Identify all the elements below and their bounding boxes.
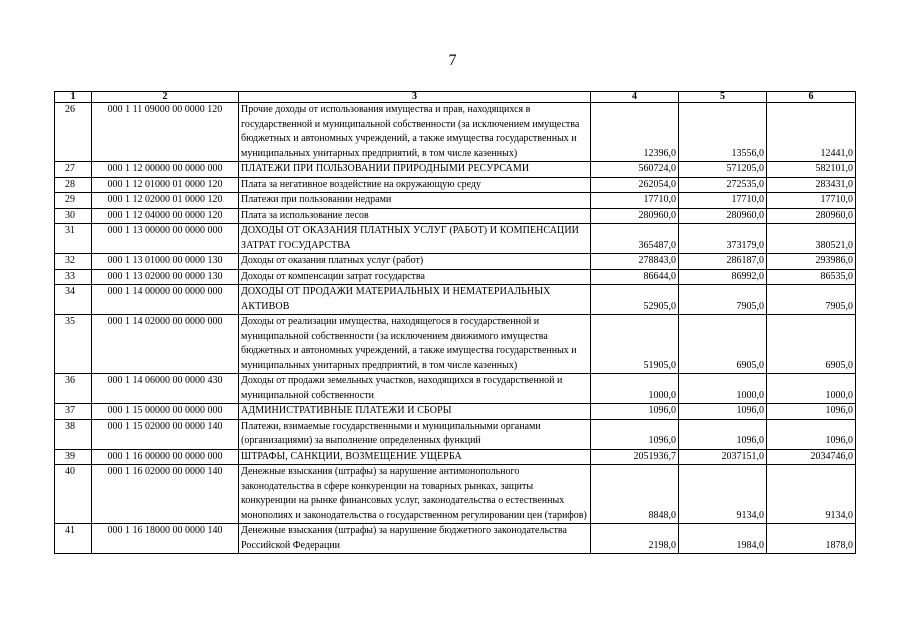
table-row — [55, 374, 856, 404]
value-col-6: 582101,0 — [767, 162, 856, 178]
table-row — [55, 193, 856, 209]
row-number: 41 — [55, 524, 92, 554]
row-name: Доходы от оказания платных услуг (работ) — [239, 254, 591, 270]
header-col-3: 3 — [239, 92, 591, 103]
value-col-6: 280960,0 — [767, 208, 856, 224]
value-col-6: 293986,0 — [767, 254, 856, 270]
row-number: 39 — [55, 449, 92, 465]
value-col-4: 1000,0 — [591, 374, 679, 404]
row-number: 33 — [55, 269, 92, 285]
header-col-2: 2 — [92, 92, 239, 103]
value-col-4: 2051936,7 — [591, 449, 679, 465]
budget-code: 000 1 15 02000 00 0000 140 — [92, 419, 239, 449]
budget-code: 000 1 11 09000 00 0000 120 — [92, 103, 239, 162]
row-number: 37 — [55, 404, 92, 420]
value-col-5: 9134,0 — [679, 465, 767, 524]
table-row — [55, 404, 856, 420]
value-col-6: 7905,0 — [767, 285, 856, 315]
row-name: Доходы от компенсации затрат государства — [239, 269, 591, 285]
row-name: ДОХОДЫ ОТ ПРОДАЖИ МАТЕРИАЛЬНЫХ И НЕМАТЕРИАЛЬНЫХ АКТИВОВ — [239, 285, 591, 315]
value-col-4: 86644,0 — [591, 269, 679, 285]
budget-code: 000 1 16 02000 00 0000 140 — [92, 465, 239, 524]
value-col-4: 2198,0 — [591, 524, 679, 554]
value-col-5: 571205,0 — [679, 162, 767, 178]
value-col-4: 278843,0 — [591, 254, 679, 270]
value-col-5: 7905,0 — [679, 285, 767, 315]
value-col-4: 262054,0 — [591, 177, 679, 193]
row-number: 28 — [55, 177, 92, 193]
row-name: Платежи при пользовании недрами — [239, 193, 591, 209]
value-col-4: 1096,0 — [591, 404, 679, 420]
value-col-5: 13556,0 — [679, 103, 767, 162]
table-header-row — [55, 92, 856, 103]
value-col-5: 6905,0 — [679, 315, 767, 374]
budget-code: 000 1 16 18000 00 0000 140 — [92, 524, 239, 554]
value-col-5: 2037151,0 — [679, 449, 767, 465]
table-row — [55, 177, 856, 193]
budget-code: 000 1 12 02000 01 0000 120 — [92, 193, 239, 209]
value-col-6: 86535,0 — [767, 269, 856, 285]
value-col-5: 286187,0 — [679, 254, 767, 270]
table-row — [55, 254, 856, 270]
value-col-6: 12441,0 — [767, 103, 856, 162]
value-col-5: 373179,0 — [679, 224, 767, 254]
value-col-6: 17710,0 — [767, 193, 856, 209]
value-col-5: 86992,0 — [679, 269, 767, 285]
table-row — [55, 419, 856, 449]
budget-code: 000 1 12 01000 01 0000 120 — [92, 177, 239, 193]
value-col-5: 1096,0 — [679, 404, 767, 420]
budget-code: 000 1 13 01000 00 0000 130 — [92, 254, 239, 270]
value-col-4: 365487,0 — [591, 224, 679, 254]
value-col-4: 280960,0 — [591, 208, 679, 224]
value-col-6: 2034746,0 — [767, 449, 856, 465]
value-col-4: 8848,0 — [591, 465, 679, 524]
page-number: 7 — [448, 52, 457, 69]
table-row — [55, 524, 856, 554]
budget-table — [54, 91, 856, 554]
header-col-1: 1 — [55, 92, 92, 103]
budget-code: 000 1 12 00000 00 0000 000 — [92, 162, 239, 178]
row-name: Доходы от реализации имущества, находящегося в государственной и муниципальной собственности (за исключением движимого имущества бюджетных и автономных учреждений, а также имущества государственных и муниципальных унитарных предприятий, в том числе казенных) — [239, 315, 591, 374]
value-col-5: 1984,0 — [679, 524, 767, 554]
value-col-6: 1096,0 — [767, 419, 856, 449]
table-body — [55, 103, 856, 554]
row-number: 38 — [55, 419, 92, 449]
value-col-5: 1096,0 — [679, 419, 767, 449]
budget-code: 000 1 15 00000 00 0000 000 — [92, 404, 239, 420]
table-row — [55, 465, 856, 524]
value-col-4: 1096,0 — [591, 419, 679, 449]
row-number: 30 — [55, 208, 92, 224]
row-name: Прочие доходы от использования имущества и прав, находящихся в государственной и муниципальной собственности (за исключением имущества бюджетных и автономных учреждений, а также имущества государственных и муниципальных унитарных предприятий, в том числе казенных) — [239, 103, 591, 162]
value-col-5: 17710,0 — [679, 193, 767, 209]
row-name: ПЛАТЕЖИ ПРИ ПОЛЬЗОВАНИИ ПРИРОДНЫМИ РЕСУРСАМИ — [239, 162, 591, 178]
row-name: Платежи, взимаемые государственными и муниципальными органами (организациями) за выполнение определенных функций — [239, 419, 591, 449]
table-row — [55, 224, 856, 254]
header-col-6: 6 — [767, 92, 856, 103]
budget-code: 000 1 14 00000 00 0000 000 — [92, 285, 239, 315]
budget-code: 000 1 13 00000 00 0000 000 — [92, 224, 239, 254]
row-name: Плата за негативное воздействие на окружающую среду — [239, 177, 591, 193]
table-row — [55, 208, 856, 224]
row-number: 40 — [55, 465, 92, 524]
table-row — [55, 162, 856, 178]
row-name: Доходы от продажи земельных участков, находящихся в государственной и муниципальной собственности — [239, 374, 591, 404]
value-col-6: 9134,0 — [767, 465, 856, 524]
budget-code: 000 1 16 00000 00 0000 000 — [92, 449, 239, 465]
row-name: Денежные взыскания (штрафы) за нарушение бюджетного законодательства Российской Федерации — [239, 524, 591, 554]
table-row — [55, 103, 856, 162]
value-col-4: 51905,0 — [591, 315, 679, 374]
value-col-6: 283431,0 — [767, 177, 856, 193]
table-row — [55, 315, 856, 374]
header-col-5: 5 — [679, 92, 767, 103]
value-col-6: 1878,0 — [767, 524, 856, 554]
budget-code: 000 1 14 06000 00 0000 430 — [92, 374, 239, 404]
value-col-5: 280960,0 — [679, 208, 767, 224]
value-col-4: 17710,0 — [591, 193, 679, 209]
row-name: ДОХОДЫ ОТ ОКАЗАНИЯ ПЛАТНЫХ УСЛУГ (РАБОТ) И КОМПЕНСАЦИИ ЗАТРАТ ГОСУДАРСТВА — [239, 224, 591, 254]
row-number: 26 — [55, 103, 92, 162]
table-row — [55, 449, 856, 465]
value-col-5: 1000,0 — [679, 374, 767, 404]
row-name: Денежные взыскания (штрафы) за нарушение антимонопольного законодательства в сфере конкуренции на товарных рынках, защиты конкуренции на рынке финансовых услуг, законодательства о естественных монополиях и законодательства о государственном регулировании цен (тарифов) — [239, 465, 591, 524]
header-col-4: 4 — [591, 92, 679, 103]
budget-code: 000 1 14 02000 00 0000 000 — [92, 315, 239, 374]
row-number: 29 — [55, 193, 92, 209]
value-col-6: 380521,0 — [767, 224, 856, 254]
budget-code: 000 1 13 02000 00 0000 130 — [92, 269, 239, 285]
row-name: ШТРАФЫ, САНКЦИИ, ВОЗМЕЩЕНИЕ УЩЕРБА — [239, 449, 591, 465]
row-number: 27 — [55, 162, 92, 178]
table-row — [55, 269, 856, 285]
row-number: 31 — [55, 224, 92, 254]
value-col-4: 560724,0 — [591, 162, 679, 178]
value-col-6: 6905,0 — [767, 315, 856, 374]
budget-code: 000 1 12 04000 00 0000 120 — [92, 208, 239, 224]
table-row — [55, 285, 856, 315]
value-col-6: 1000,0 — [767, 374, 856, 404]
value-col-4: 12396,0 — [591, 103, 679, 162]
row-number: 32 — [55, 254, 92, 270]
row-name: АДМИНИСТРАТИВНЫЕ ПЛАТЕЖИ И СБОРЫ — [239, 404, 591, 420]
row-number: 36 — [55, 374, 92, 404]
row-number: 34 — [55, 285, 92, 315]
value-col-6: 1096,0 — [767, 404, 856, 420]
row-number: 35 — [55, 315, 92, 374]
value-col-5: 272535,0 — [679, 177, 767, 193]
row-name: Плата за использование лесов — [239, 208, 591, 224]
value-col-4: 52905,0 — [591, 285, 679, 315]
